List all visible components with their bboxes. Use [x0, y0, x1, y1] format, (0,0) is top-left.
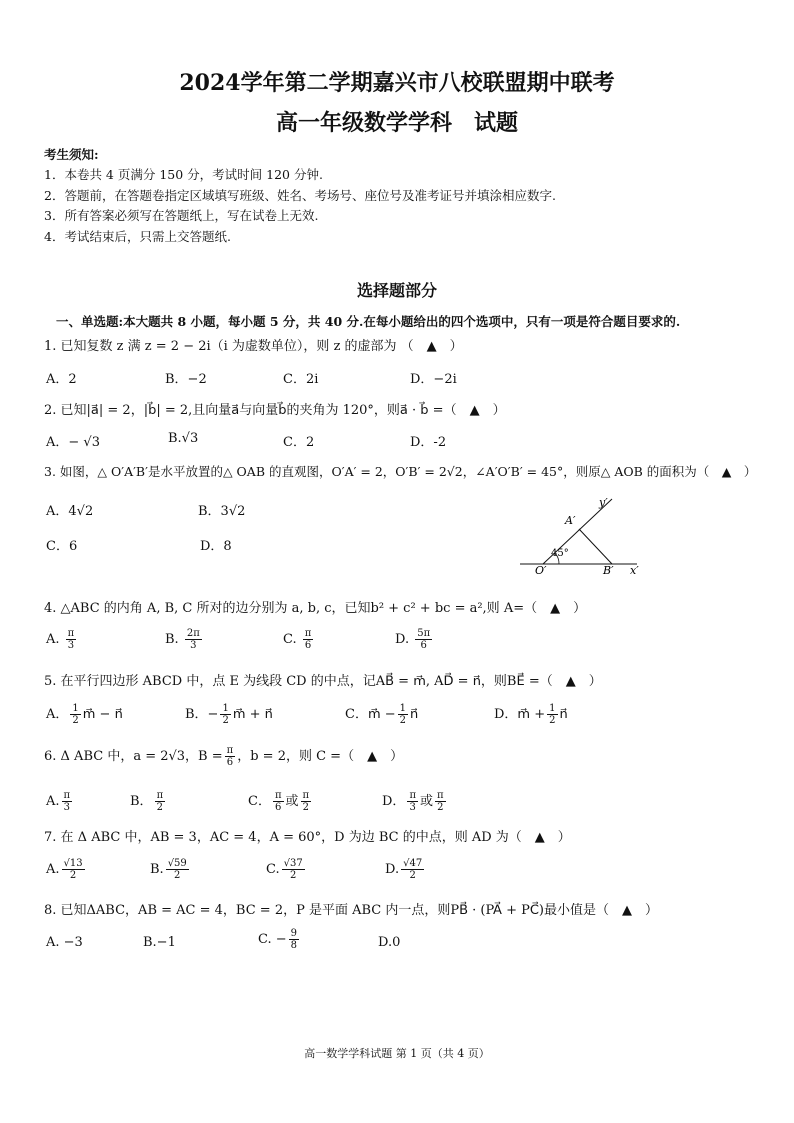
denominator: 2	[156, 802, 164, 813]
q3-option-a: A．4√2	[46, 504, 94, 519]
q5-b-post: m⃗ + n⃗	[232, 707, 273, 722]
q7-option-c	[266, 858, 307, 881]
q6-b-label: B．	[130, 794, 153, 809]
q7-b-label: B.	[150, 862, 164, 877]
denominator: 2	[437, 802, 444, 813]
q5-option-d	[494, 703, 568, 726]
q4-b-label: B.	[165, 632, 179, 647]
q2-option-c: C．2	[283, 435, 315, 450]
numerator: √37	[283, 858, 303, 869]
part-instructions: 一、单选题:本大题共 8 小题，每小题 5 分，共 40 分.在每小题给出的四个选项中，只有一项是符合题目要求的.	[56, 314, 681, 329]
denominator: 6	[420, 640, 427, 651]
label-b: B′	[603, 564, 614, 577]
numerator: π	[304, 628, 312, 639]
q1-option-a: A．2	[46, 372, 77, 387]
notice-heading: 考生须知:	[44, 147, 99, 162]
notice-item: 4．考试结束后，只需上交答题纸.	[44, 229, 231, 244]
q2-option-b: B.√3	[168, 431, 199, 446]
fraction	[273, 790, 284, 813]
denominator: 2	[409, 870, 416, 881]
q5-a-post: m⃗ − n⃗	[82, 707, 123, 722]
q8-option-d: D.0	[378, 935, 401, 950]
exam-title: 2024学年第二学期嘉兴市八校联盟期中联考	[179, 70, 615, 96]
q7-a-label: A.	[46, 862, 60, 877]
denominator: 6	[304, 640, 312, 651]
q6-option-b	[130, 790, 167, 813]
q5-d-pre: D．m⃗ +	[494, 707, 546, 722]
label-o: O′	[535, 564, 547, 577]
numerator: √59	[167, 858, 187, 869]
denominator: 2	[222, 715, 229, 726]
numerator: 1	[72, 703, 79, 714]
denominator: 2	[302, 802, 310, 813]
question-6-stem	[44, 745, 403, 768]
q6-d-label: D．	[382, 794, 406, 809]
numerator: π	[302, 790, 310, 801]
numerator: √47	[403, 858, 423, 869]
denominator: 2	[72, 715, 79, 726]
numerator: 2π	[186, 628, 200, 639]
numerator: π	[409, 790, 417, 801]
fraction	[62, 858, 85, 881]
question-2-stem: 2. 已知|a⃗| = 2，|b⃗| = 2,且向量a⃗与向量b⃗的夹角为 120°，则a⃗ · b⃗ =（ ▲ ）	[44, 403, 506, 418]
numerator: 1	[222, 703, 229, 714]
q5-b-pre: B．−	[185, 707, 219, 722]
numerator: π	[274, 790, 282, 801]
fraction	[282, 858, 305, 881]
q2-option-d: D．-2	[410, 435, 447, 450]
section-title: 选择题部分	[356, 281, 437, 300]
numerator: √13	[63, 858, 83, 869]
q5-c-pre: C．m⃗ −	[345, 707, 396, 722]
q3-figure	[515, 492, 645, 577]
fraction	[301, 790, 312, 813]
page-footer: 高一数学学科试题 第 1 页（共 4 页）	[304, 1047, 490, 1060]
q6-option-c	[248, 790, 313, 813]
q7-option-a	[46, 858, 87, 881]
numerator: π	[156, 790, 164, 801]
denominator: 3	[190, 640, 197, 651]
q3-option-d: D．8	[200, 539, 232, 554]
question-3-stem: 3. 如图，△ O′A′B′是水平放置的△ OAB 的直观图，O′A′ = 2，O′B′ = 2√2，∠A′O′B′ = 45°，则原△ AOB 的面积为（ ▲ ）	[44, 464, 757, 479]
q1-option-b: B．−2	[165, 372, 207, 387]
q5-d-post: n⃗	[559, 707, 568, 722]
q2-option-a: A．− √3	[46, 435, 100, 450]
denominator: 2	[399, 715, 407, 726]
q6-option-d	[382, 790, 448, 813]
fraction	[435, 790, 446, 813]
question-7-stem: 7. 在 Δ ABC 中，AB = 3，AC = 4，A = 60°，D 为边 BC 的中点，则 AD 为（ ▲ ）	[44, 830, 571, 845]
fraction	[303, 628, 314, 651]
q4-option-a	[46, 628, 78, 651]
q7-c-label: C.	[266, 862, 280, 877]
q7-option-d	[385, 858, 426, 881]
q8-option-b: B.−1	[143, 935, 176, 950]
question-5-stem: 5. 在平行四边形 ABCD 中，点 E 为线段 CD 的中点，记AB⃗ = m⃗, AD⃗ = n⃗，则BE⃗ =（ ▲ ）	[44, 674, 602, 689]
label-y: y′	[599, 496, 608, 509]
notice-item: 2．答题前，在答题卷指定区域填写班级、姓名、考场号、座位号及准考证号并填涂相应数字.	[44, 188, 556, 203]
q4-option-d	[395, 628, 434, 651]
denominator: 3	[409, 802, 416, 813]
fraction-half	[547, 703, 557, 726]
fraction	[62, 790, 73, 813]
q6-d-or: 或	[420, 794, 434, 809]
denominator: 3	[63, 802, 70, 813]
denominator: 2	[69, 870, 77, 881]
q5-c-post: n⃗	[410, 707, 419, 722]
label-x: x′	[630, 564, 639, 577]
q3-option-b: B．3√2	[198, 504, 246, 519]
q4-a-label: A.	[46, 632, 60, 647]
fraction	[155, 790, 166, 813]
denominator: 6	[226, 757, 234, 768]
q1-option-d: D．−2i	[410, 372, 457, 387]
fraction-half	[398, 703, 408, 726]
q5-a-pre: A．	[46, 707, 69, 722]
q4-option-c	[283, 628, 315, 651]
fraction-half	[220, 703, 230, 726]
numerator: 5π	[417, 628, 431, 639]
q3-option-c: C．6	[46, 539, 78, 554]
label-a: A′	[565, 514, 576, 527]
denominator: 2	[289, 870, 297, 881]
q8-c-label: C. −	[258, 932, 287, 947]
segment-a-b	[579, 529, 612, 564]
q8-option-a: A. −3	[46, 935, 83, 950]
notice-item: 1．本卷共 4 页满分 150 分，考试时间 120 分钟.	[44, 167, 323, 182]
fraction	[166, 858, 189, 881]
q6-option-a	[46, 790, 74, 813]
denominator: 2	[549, 715, 556, 726]
notice-item: 3．所有答案必须写在答题纸上，写在试卷上无效.	[44, 208, 319, 223]
numerator: π	[226, 745, 234, 756]
denominator: 3	[67, 640, 75, 651]
q4-option-b	[165, 628, 204, 651]
q6-a-label: A.	[46, 794, 60, 809]
q5-option-a	[46, 703, 123, 726]
denominator: 8	[290, 940, 298, 951]
fraction	[401, 858, 424, 881]
numerator: 9	[290, 928, 298, 939]
q7-option-b	[150, 858, 191, 881]
numerator: 1	[549, 703, 556, 714]
fraction	[225, 745, 236, 768]
fraction	[415, 628, 432, 651]
fraction	[66, 628, 77, 651]
question-8-stem: 8. 已知ΔABC，AB = AC = 4，BC = 2，P 是平面 ABC 内一点，则PB⃗ · (PA⃗ + PC⃗)最小值是（ ▲ ）	[44, 903, 658, 918]
label-angle: 45°	[551, 548, 569, 559]
numerator: π	[63, 790, 71, 801]
q6-c-label: C．	[248, 794, 271, 809]
q4-c-label: C.	[283, 632, 297, 647]
question-4-stem: 4. △ABC 的内角 A, B, C 所对的边分别为 a, b, c，已知b² + c² + bc = a²,则 A=（ ▲ ）	[44, 601, 587, 616]
exam-subtitle: 高一年级数学学科 试题	[275, 110, 518, 136]
denominator: 6	[275, 802, 282, 813]
q6-stem-pre: 6. Δ ABC 中，a = 2√3，B =	[44, 749, 223, 764]
numerator: π	[67, 628, 75, 639]
q6-c-or: 或	[285, 794, 299, 809]
numerator: 1	[399, 703, 407, 714]
q4-d-label: D.	[395, 632, 410, 647]
fraction	[185, 628, 202, 651]
fraction	[407, 790, 418, 813]
q6-stem-post: ，b = 2，则 C =（ ▲ ）	[237, 749, 404, 764]
q7-d-label: D.	[385, 862, 400, 877]
numerator: π	[437, 790, 444, 801]
q1-option-c: C．2i	[283, 372, 319, 387]
fraction-half	[70, 703, 80, 726]
q8-option-c	[258, 928, 301, 951]
question-1-stem: 1. 已知复数 z 满 z = 2 − 2i（i 为虚数单位），则 z 的虚部为 （ ▲ ）	[44, 339, 463, 354]
q5-option-c	[345, 703, 418, 726]
q5-option-b	[185, 703, 273, 726]
denominator: 2	[174, 870, 181, 881]
fraction	[289, 928, 299, 951]
